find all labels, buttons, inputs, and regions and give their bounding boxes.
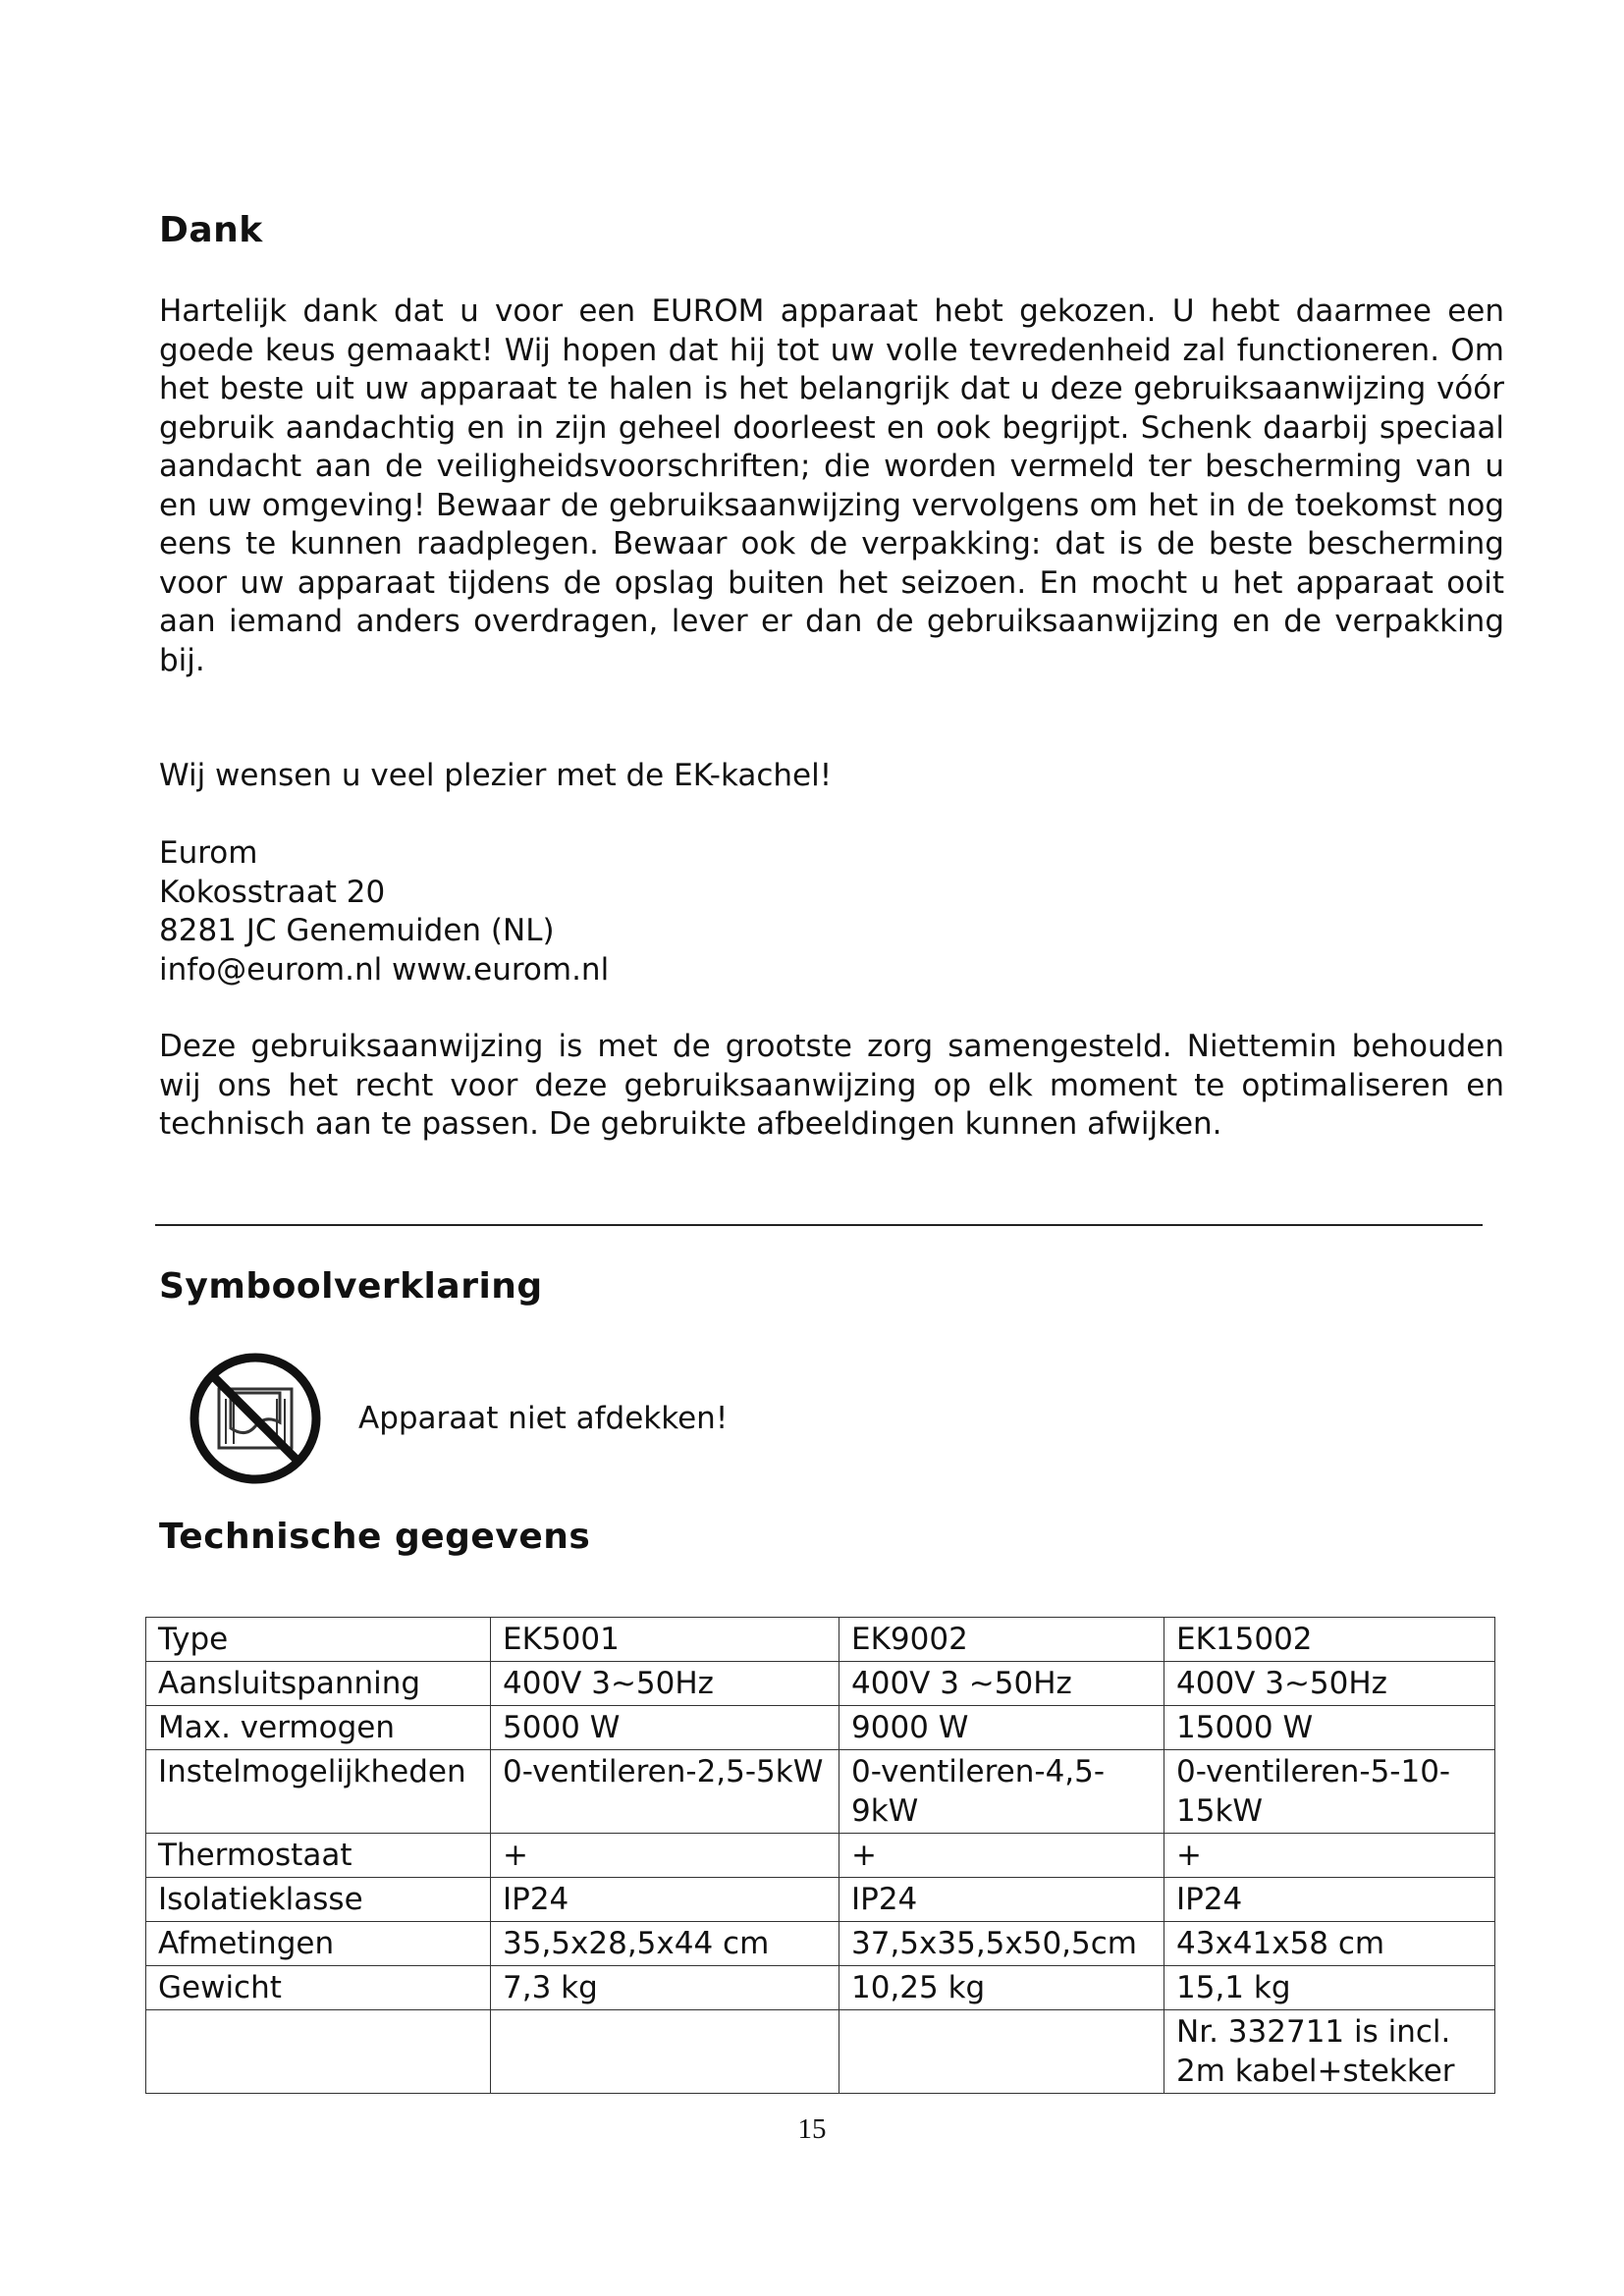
disclaimer-paragraph: Deze gebruiksaanwijzing is met de grootste zorg samengesteld. Niettemin behouden wij ons het recht voor deze gebruiksaanwijzing op elk moment te optimaliseren en technisch aan te passen. De gebruikte afbeeldingen kunnen afwijken. [159, 1029, 1504, 1142]
table-cell: + [1164, 1834, 1495, 1878]
table-cell: EK5001 [491, 1618, 839, 1662]
table-cell [839, 2010, 1164, 2094]
table-cell: 15,1 kg [1164, 1966, 1495, 2010]
table-cell: + [839, 1834, 1164, 1878]
heading-technische-gegevens: Technische gegevens [159, 1517, 591, 1557]
technical-table [145, 1617, 1495, 2094]
table-cell: 5000 W [491, 1706, 839, 1750]
table-cell: Type [146, 1618, 491, 1662]
symbol-description: Apparaat niet afdekken! [358, 1401, 729, 1436]
table-cell: 15000 W [1164, 1706, 1495, 1750]
table-cell: Aansluitspanning [146, 1662, 491, 1706]
address-block [159, 834, 609, 989]
table-cell: Isolatieklasse [146, 1878, 491, 1922]
table-cell: 400V 3~50Hz [1164, 1662, 1495, 1706]
address-contact: info@eurom.nl www.eurom.nl [159, 951, 610, 988]
table-cell: Instelmogelijkheden [146, 1750, 491, 1834]
wish-paragraph: Wij wensen u veel plezier met de EK-kachel! [159, 758, 833, 793]
table-row [146, 1662, 1495, 1706]
table-cell: Afmetingen [146, 1922, 491, 1966]
table-cell: 400V 3 ~50Hz [839, 1662, 1164, 1706]
table-cell: 7,3 kg [491, 1966, 839, 2010]
section-divider [155, 1224, 1483, 1226]
heading-dank: Dank [159, 210, 263, 250]
table-row [146, 1878, 1495, 1922]
table-row [146, 2010, 1495, 2094]
table-cell: 35,5x28,5x44 cm [491, 1922, 839, 1966]
table-cell: 43x41x58 cm [1164, 1922, 1495, 1966]
address-street: Kokosstraat 20 [159, 874, 386, 910]
table-cell: 400V 3~50Hz [491, 1662, 839, 1706]
table-row [146, 1966, 1495, 2010]
table-cell: 0-ventileren-4,5-9kW [839, 1750, 1164, 1834]
table-row [146, 1922, 1495, 1966]
table-cell: Thermostaat [146, 1834, 491, 1878]
address-company: Eurom [159, 835, 258, 871]
table-cell: 10,25 kg [839, 1966, 1164, 2010]
table-cell: IP24 [491, 1878, 839, 1922]
do-not-cover-icon [187, 1350, 324, 1487]
table-cell: + [491, 1834, 839, 1878]
table-row [146, 1706, 1495, 1750]
table-cell: Gewicht [146, 1966, 491, 2010]
symbol-row [187, 1350, 1070, 1497]
table-cell: IP24 [839, 1878, 1164, 1922]
table-cell: Max. vermogen [146, 1706, 491, 1750]
table-cell: 0-ventileren-5-10-15kW [1164, 1750, 1495, 1834]
table-cell: EK15002 [1164, 1618, 1495, 1662]
table-row [146, 1750, 1495, 1834]
table-cell: IP24 [1164, 1878, 1495, 1922]
table-cell [146, 2010, 491, 2094]
table-cell: 37,5x35,5x50,5cm [839, 1922, 1164, 1966]
address-city: 8281 JC Genemuiden (NL) [159, 913, 555, 948]
table-row [146, 1834, 1495, 1878]
table-cell: Nr. 332711 is incl. 2m kabel+stekker [1164, 2010, 1495, 2094]
table-row [146, 1618, 1495, 1662]
heading-symboolverklaring: Symboolverklaring [159, 1266, 543, 1307]
page-number: 15 [797, 2113, 827, 2145]
table-cell: 9000 W [839, 1706, 1164, 1750]
table-cell: 0-ventileren-2,5-5kW [491, 1750, 839, 1834]
intro-paragraph: Hartelijk dank dat u voor een EUROM apparaat hebt gekozen. U hebt daarmee een goede keus gemaakt! Wij hopen dat hij tot uw volle tevredenheid zal functioneren. Om het beste uit uw apparaat te halen is het belangrijk dat u deze gebruiksaanwijzing vóór gebruik aandachtig en in zijn geheel doorleest en ook begrijpt. Schenk daarbij speciaal aandacht aan de veiligheidsvoorschriften; die worden vermeld ter bescherming van u en uw omgeving! Bewaar de gebruiksaanwijzing vervolgens om het in de toekomst nog eens te kunnen raadplegen. Bewaar ook de verpakking: dat is de beste bescherming voor uw apparaat tijdens de opslag buiten het seizoen. En mocht u het apparaat ooit aan iemand anders overdragen, lever er dan de gebruiksaanwijzing en de verpakking bij. [159, 294, 1504, 678]
table-cell: EK9002 [839, 1618, 1164, 1662]
table-cell [491, 2010, 839, 2094]
